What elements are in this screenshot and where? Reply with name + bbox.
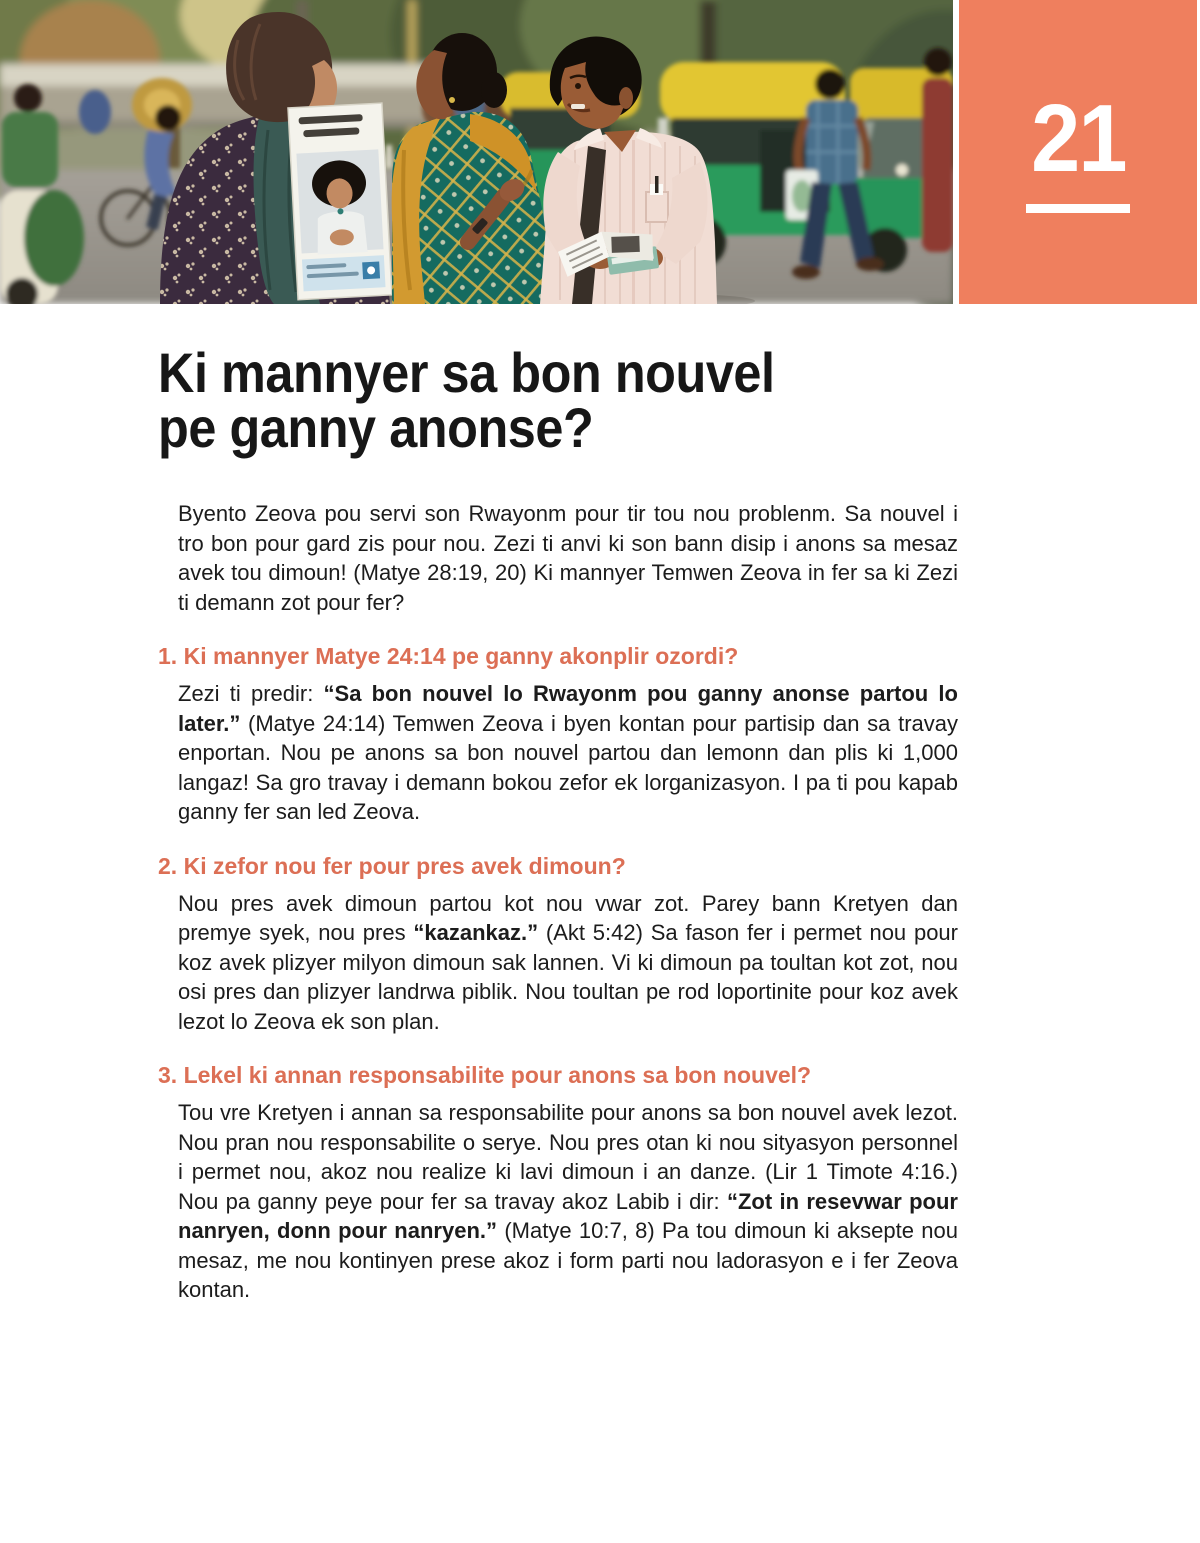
- scripture-quote-2: “kazankaz.”: [413, 920, 539, 945]
- question-2-number: 2.: [158, 852, 178, 879]
- paragraph-2: Nou pres avek dimoun partou kot nou vwar zot. Parey bann Kretyen dan premye syek, nou pres “kazankaz.” (Akt 5:42) Sa fason fer i permet nou pour koz avek plizyer milyon dimoun sak lannen. Vi ki dimoun pa toultan kot zot, nou osi pres dan plizyer landrwa piblik. Nou toultan pe rod loportinite pour koz avek lezot lo Zeova ek son plan.: [178, 890, 958, 1034]
- page-title-line2: pe ganny anonse?: [158, 396, 594, 459]
- poster-sign: [288, 103, 392, 300]
- question-2-text: Ki zefor nou fer pour pres avek dimoun?: [183, 852, 626, 879]
- question-1-number: 1.: [158, 643, 178, 669]
- question-3-number: 3.: [158, 1062, 178, 1088]
- scripture-quote-3: “Zot in resevwar pour nanryen, donn pour nanryen.”: [178, 1188, 958, 1243]
- question-3: [158, 1060, 958, 1090]
- hero-photo: [0, 0, 953, 304]
- question-1-text: Ki mannyer Matye 24:14 pe ganny akonplir ozordi?: [183, 643, 739, 669]
- chapter-badge: [959, 0, 1197, 304]
- question-1: [158, 641, 958, 671]
- scripture-quote-1: “Sa bon nouvel lo Rwayonm pou ganny anonse partou lo later.”: [178, 681, 958, 736]
- paragraph-3: Tou vre Kretyen i annan sa responsabilite pour anons sa bon nouvel avek lezot. Nou pran nou responsabilite o serye. Nou pres otan ki nou sityasyon personnel i permet nou, akoz nou realize ki lavi dimoun i an danze. (Lir 1 Timote 4:16.) Nou pa ganny peye pour fer sa travay akoz Labib i dir: “Zot in resevwar pour nanryen, donn pour nanryen.” (Matye 10:7, 8) Pa tou dimoun ki aksepte nou mesaz, me nou kontinyen prese akoz i form parti nou ladorasyon e i fer Zeova kontan.: [178, 1100, 958, 1302]
- chapter-number: 21: [1030, 85, 1126, 192]
- page-title-line1: Ki mannyer sa bon nouvel: [158, 341, 775, 404]
- paragraph-1: Zezi ti predir: “Sa bon nouvel lo Rwayonm pou ganny anonse partou lo later.” (Matye 24:14) Temwen Zeova i byen kontan pour partisip dan sa travay enportan. Nou pe anons sa bon nouvel partou dan lemonn dan plis ki 1,000 langaz! Sa gro travay i demann bokou zefor ek lorganizasyon. I pa ti pou kapab ganny fer san led Zeova.: [178, 681, 958, 824]
- page-title: [158, 341, 878, 459]
- article: [158, 304, 958, 1305]
- hero: [0, 0, 1200, 304]
- chapter-underline: [1026, 204, 1130, 213]
- question-3-text: Lekel ki annan responsabilite pour anons sa bon nouvel?: [183, 1062, 812, 1088]
- intro-paragraph: Byento Zeova pou servi son Rwayonm pour tir tou nou problenm. Sa nouvel i tro bon pour gard zis pour nou. Zezi ti anvi ki son bann disip i anons sa mesaz avek tou dimoun! (Matye 28:19, 20) Ki mannyer Temwen Zeova in fer sa ki Zezi ti demann zot pour fer?: [178, 501, 958, 615]
- question-2: [158, 851, 958, 881]
